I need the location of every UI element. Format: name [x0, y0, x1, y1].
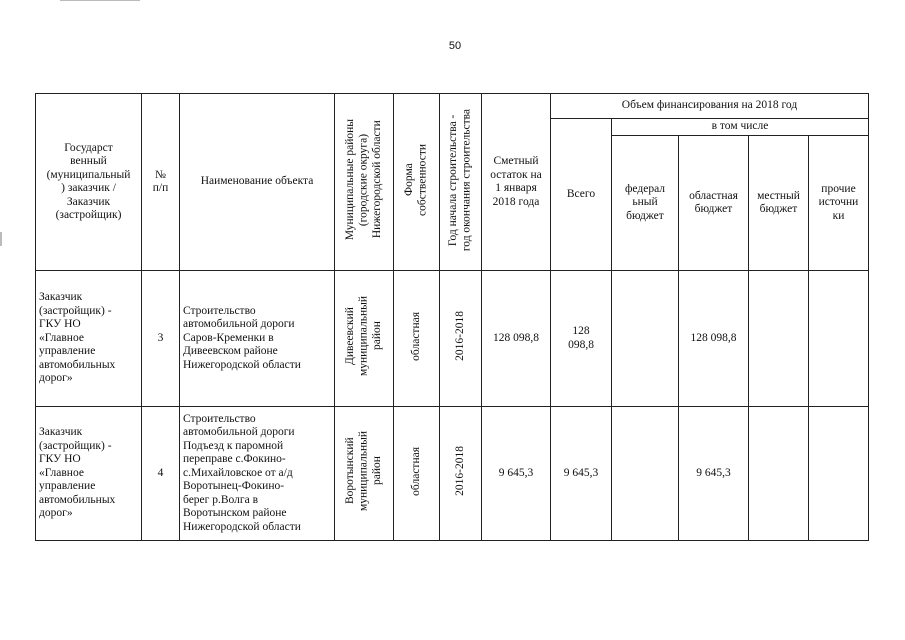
row-customer: Заказчик (застройщик) - ГКУ НО «Главное управление автомобильных дорог»	[36, 271, 142, 407]
scan-artifact	[60, 0, 140, 1]
header-ownership-text: Форма собственности	[403, 143, 429, 216]
row-balance: 9 645,3	[482, 407, 551, 541]
row-total: 128 098,8	[551, 271, 612, 407]
header-districts-text: Муниципальные районы (городские округа) Нижегородской области	[343, 119, 383, 241]
row-regional: 9 645,3	[679, 407, 749, 541]
row-object-name: Строительство автомобильной дороги Саров-Кременки в Дивеевском районе Нижегородской области	[180, 271, 335, 407]
header-years-text: Год начала строительства - год окончания строительства	[447, 108, 473, 251]
row-regional: 128 098,8	[679, 271, 749, 407]
row-customer: Заказчик (застройщик) - ГКУ НО «Главное управление автомобильных дорог»	[36, 407, 142, 541]
row-total: 9 645,3	[551, 407, 612, 541]
row-federal	[612, 407, 679, 541]
row-years	[440, 271, 482, 407]
header-districts	[335, 94, 394, 271]
header-federal: федерал ьный бюджет	[612, 136, 679, 271]
header-funding-group: Объем финансирования на 2018 год	[551, 94, 869, 119]
header-ownership	[394, 94, 440, 271]
row-ownership	[394, 407, 440, 541]
header-number: № п/п	[142, 94, 180, 271]
row-ownership-text: областная	[409, 311, 422, 361]
row-district-text: Дивеевский муниципальный район	[343, 296, 383, 377]
row-years	[440, 407, 482, 541]
header-including: в том числе	[612, 119, 869, 136]
scan-artifact	[0, 232, 2, 246]
header-balance: Сметный остаток на 1 января 2018 года	[482, 94, 551, 271]
row-ownership-text: областная	[409, 446, 422, 496]
header-local: местный бюджет	[749, 136, 809, 271]
row-other	[809, 271, 869, 407]
row-balance: 128 098,8	[482, 271, 551, 407]
row-local	[749, 407, 809, 541]
row-district	[335, 407, 394, 541]
table-row	[36, 271, 869, 407]
header-regional: областная бюджет	[679, 136, 749, 271]
header-other: прочие источни ки	[809, 136, 869, 271]
row-number: 4	[142, 407, 180, 541]
row-ownership	[394, 271, 440, 407]
row-years-text: 2016-2018	[453, 311, 466, 362]
row-other	[809, 407, 869, 541]
row-local	[749, 271, 809, 407]
header-customer: Государст венный (муниципальный ) заказчик / Заказчик (застройщик)	[36, 94, 142, 271]
header-years	[440, 94, 482, 271]
row-years-text: 2016-2018	[453, 446, 466, 497]
row-federal	[612, 271, 679, 407]
row-object-name: Строительство автомобильной дороги Подъезд к паромной переправе с.Фокино- с.Михайловское от а/д Воротынец-Фокино- берег р.Волга в Воротынском районе Нижегородской области	[180, 407, 335, 541]
page-number: 50	[448, 40, 462, 52]
financing-table	[35, 93, 869, 541]
table-row	[36, 407, 869, 541]
header-object-name: Наименование объекта	[180, 94, 335, 271]
row-district	[335, 271, 394, 407]
row-number: 3	[142, 271, 180, 407]
header-total: Всего	[551, 119, 612, 271]
row-district-text: Воротынский муниципальный район	[343, 431, 383, 512]
